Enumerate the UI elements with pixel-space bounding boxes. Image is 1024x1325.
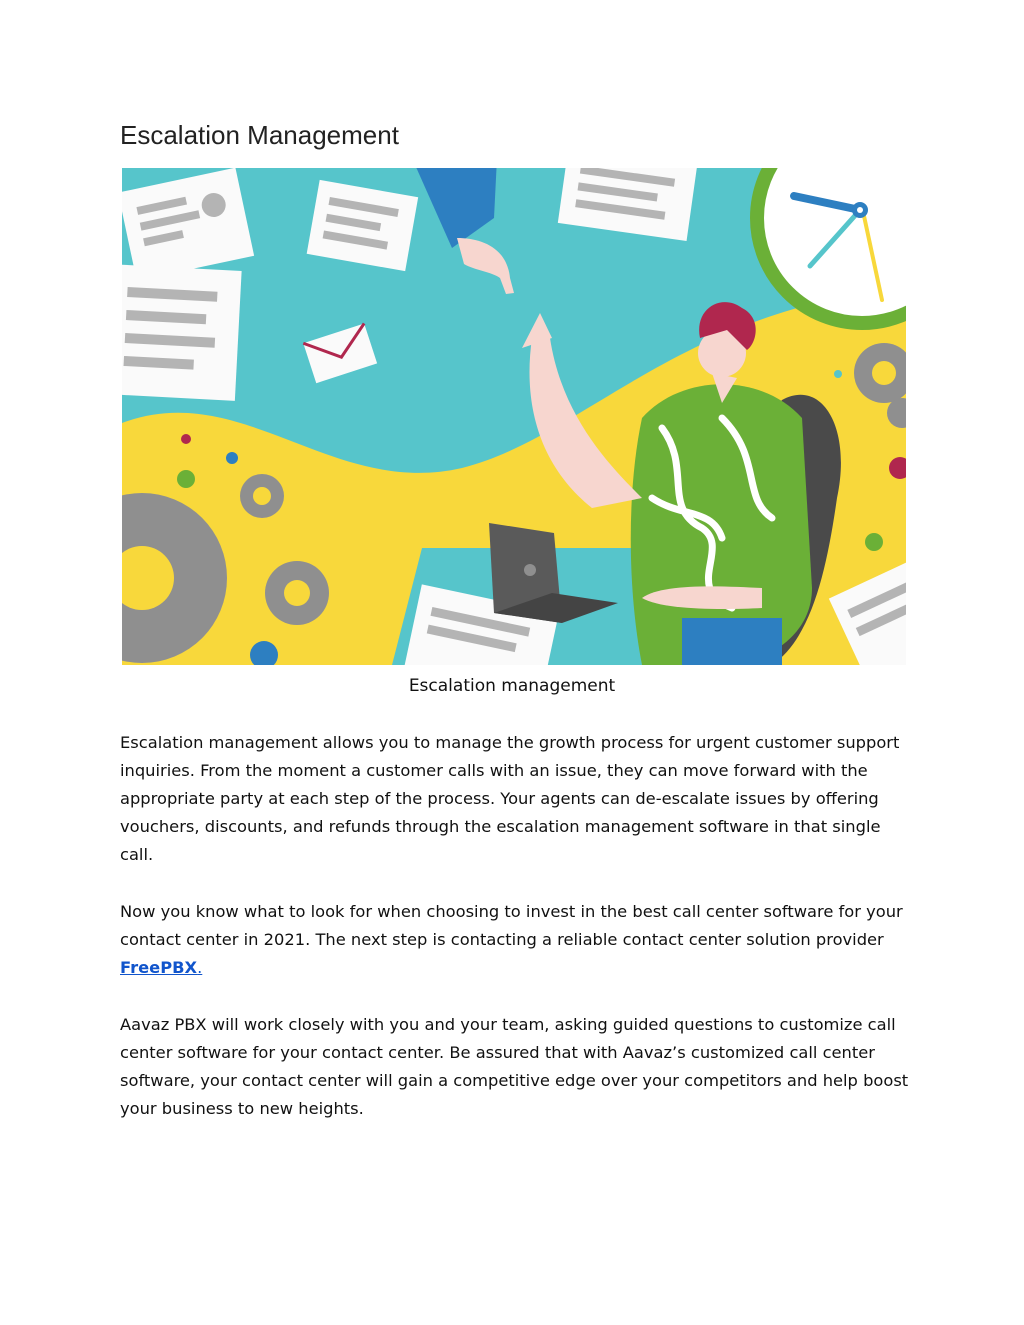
paragraph-next-step	[120, 898, 910, 982]
paragraph-next-step-text: Now you know what to look for when choosing to invest in the best call center software for your contact center in 2021. The next step is contacting a reliable contact center solution provider	[120, 902, 903, 949]
paragraph-escalation: Escalation management allows you to manage the growth process for urgent customer support inquiries. From the moment a customer calls with an issue, they can move forward with the appropriate party at each step of the process. Your agents can de-escalate issues by offering vouchers, discounts, and refunds through the escalation management software in that single call.	[120, 733, 900, 864]
link-period: .	[197, 958, 203, 977]
document-card-icon	[122, 264, 242, 400]
freepbx-link[interactable]: FreePBX	[120, 958, 198, 977]
paragraph-aavaz: Aavaz PBX will work closely with you and your team, asking guided questions to customize call center software for your contact center. Be assured that with Aavaz’s customized call center software, your contact center will gain a competitive edge over your competitors and help boost your business to new heights.	[120, 1015, 909, 1118]
figure-caption: Escalation management	[408, 676, 616, 696]
page-title: Escalation Management	[120, 120, 399, 150]
escalation-illustration	[122, 168, 906, 665]
